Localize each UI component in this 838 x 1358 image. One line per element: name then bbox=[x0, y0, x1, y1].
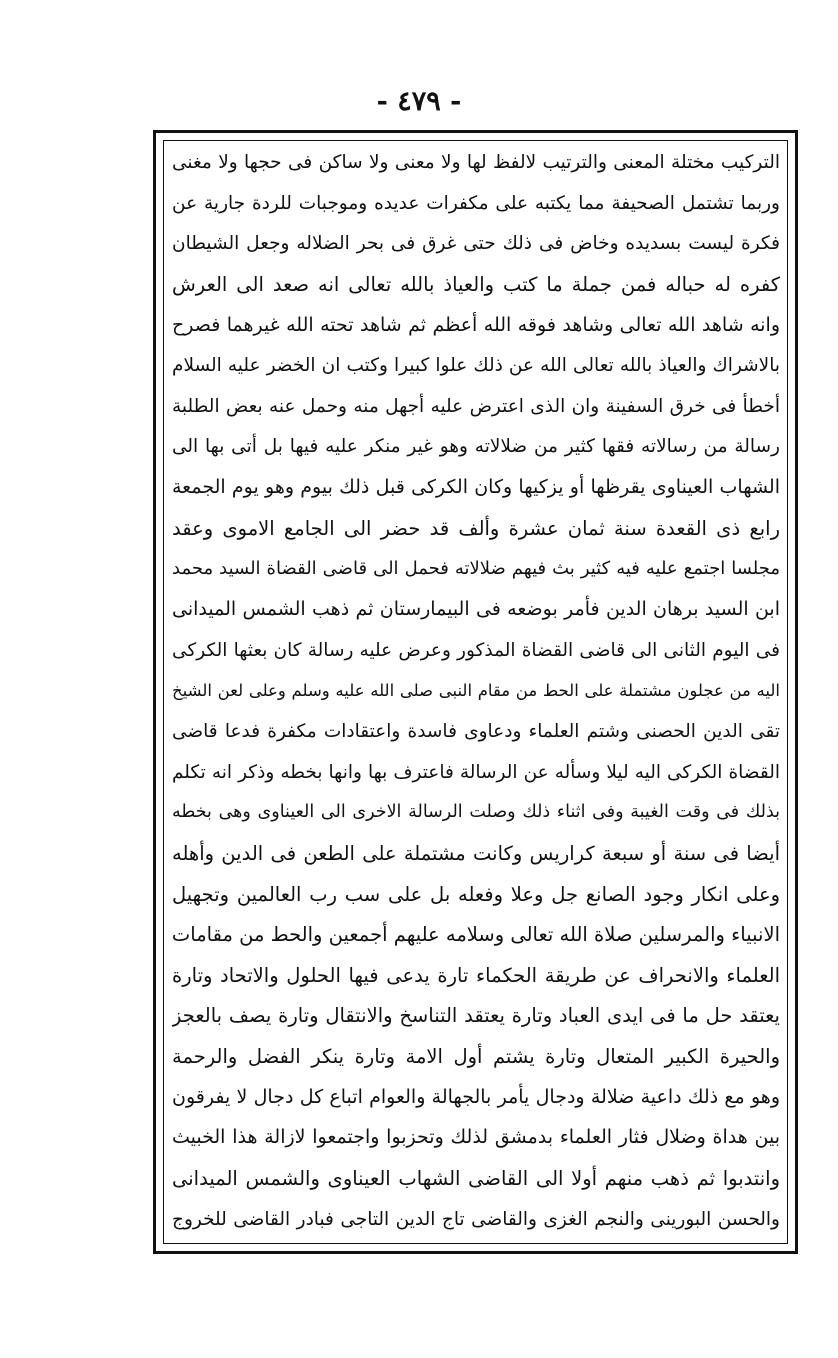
text-line: اليه من عجلون مشتملة على الحط من مقام النبى صلى الله عليه وسلم وعلى لعن الشيخ bbox=[172, 681, 780, 701]
text-line: التركيب مختلة المعنى والترتيب لالفظ لها ولا معنى ولا ساكن فى حجها ولا مغنى bbox=[172, 152, 780, 173]
text-line: فكرة ليست بسديده وخاض فى ذلك حتى غرق فى بحر الضلاله وجعل الشيطان bbox=[172, 233, 780, 255]
text-line: الانبياء والمرسلين صلاة الله تعالى وسلامه عليهم أجمعين والحط من مقامات bbox=[172, 923, 780, 947]
text-line: بذلك فى وقت الغيبة وفى اثناء ذلك وصلت الرسالة الاخرى الى العيناوى وهى بخطه bbox=[172, 802, 780, 823]
text-line: بالاشراك والعياذ بالله تعالى الله عن ذلك علوا كبيرا وكتب ان الخضر عليه السلام bbox=[172, 355, 780, 377]
text-line: رابع ذى القعدة سنة ثمان عشرة وألف قد حضر الى الجامع الاموى وعقد bbox=[172, 516, 780, 540]
text-line: تقى الدين الحصنى وشتم العلماء ودعاوى فاسدة واعتقادات مكفرة فدعا قاضى bbox=[172, 720, 780, 742]
text-line: رسالة من رسالاته فقها كثير من ضلالاته وهو غير منكر عليه فيها بل أتى بها الى bbox=[172, 436, 780, 458]
text-line: والحيرة الكبير المتعال وتارة يشتم أول الامة وتارة ينكر الفضل والرحمة bbox=[172, 1045, 780, 1069]
text-line: فى اليوم الثانى الى قاضى القضاة المذكور وعرض عليه رسالة كان بعثها الكركى bbox=[172, 639, 780, 661]
text-line: مجلسا اجتمع عليه فيه كثير بث فيهم ضلالاته فحمل الى قاضى القضاة السيد محمد bbox=[172, 558, 780, 580]
text-line: وانه شاهد الله تعالى وشاهد فوقه الله أعظم ثم شاهد تحته الله غيرهما فصرح bbox=[172, 313, 780, 336]
text-line: والحسن البورينى والنجم الغزى والقاضى تاج الدين التاجى فبادر القاضى للخروج bbox=[172, 1208, 780, 1230]
text-line: الشهاب العيناوى يقرظها أو يزكيها وكان الكركى قبل ذلك بيوم وهو يوم الجمعة bbox=[172, 476, 780, 499]
text-line: وربما تشتمل الصحيفة مما يكتبه على مكفرات عديده وموجبات للردة جارية عن bbox=[172, 192, 780, 214]
text-line: وهو مع ذلك داعية ضلالة ودجال يأمر بالجهالة والعوام اتباع كل دجال لا يفرقون bbox=[172, 1085, 780, 1108]
body-text-block bbox=[172, 145, 780, 1237]
text-line: أخطأ فى خرق السفينة وان الذى اعترض عليه أجهل منه وحمل عنه بعض الطلبة bbox=[172, 395, 780, 417]
page-number: - ٤٧٩ - bbox=[376, 86, 462, 117]
text-line: وانتدبوا ثم ذهب منهم أولا الى القاضى الشهاب العيناوى والشمس الميدانى bbox=[172, 1167, 780, 1191]
text-line: يعتقد حل ما فى ايدى العباد وتارة يعتقد التناسخ والانتقال وتارة يصف بالعجز bbox=[172, 1004, 780, 1028]
text-line: أيضا فى سنة أو سبعة كراريس وكانت مشتملة على الطعن فى الدين وأهله bbox=[172, 841, 780, 865]
text-line: كفره له حباله فمن جملة ما كتب والعياذ بالله تعالى انه صعد الى العرش bbox=[172, 272, 780, 296]
text-line: العلماء والانحراف عن طريقة الحكماء تارة يدعى فيها الحلول والاتحاد وتارة bbox=[172, 963, 780, 987]
text-line: وعلى انكار وجود الصانع جل وعلا وفعله بل على سب رب العالمين وتجهيل bbox=[172, 882, 780, 906]
text-line: بين هداة وضلال فثار العلماء بدمشق لذلك وتحزبوا واجتمعوا لازالة هذا الخبيث bbox=[172, 1126, 780, 1149]
text-line: ابن السيد برهان الدين فأمر بوضعه فى البيمارستان ثم ذهب الشمس الميدانى bbox=[172, 598, 780, 621]
text-line: القضاة الكركى اليه ليلا وسأله عن الرسالة فاعترف بها وانها بخطه وذكر انه تكلم bbox=[172, 761, 780, 783]
